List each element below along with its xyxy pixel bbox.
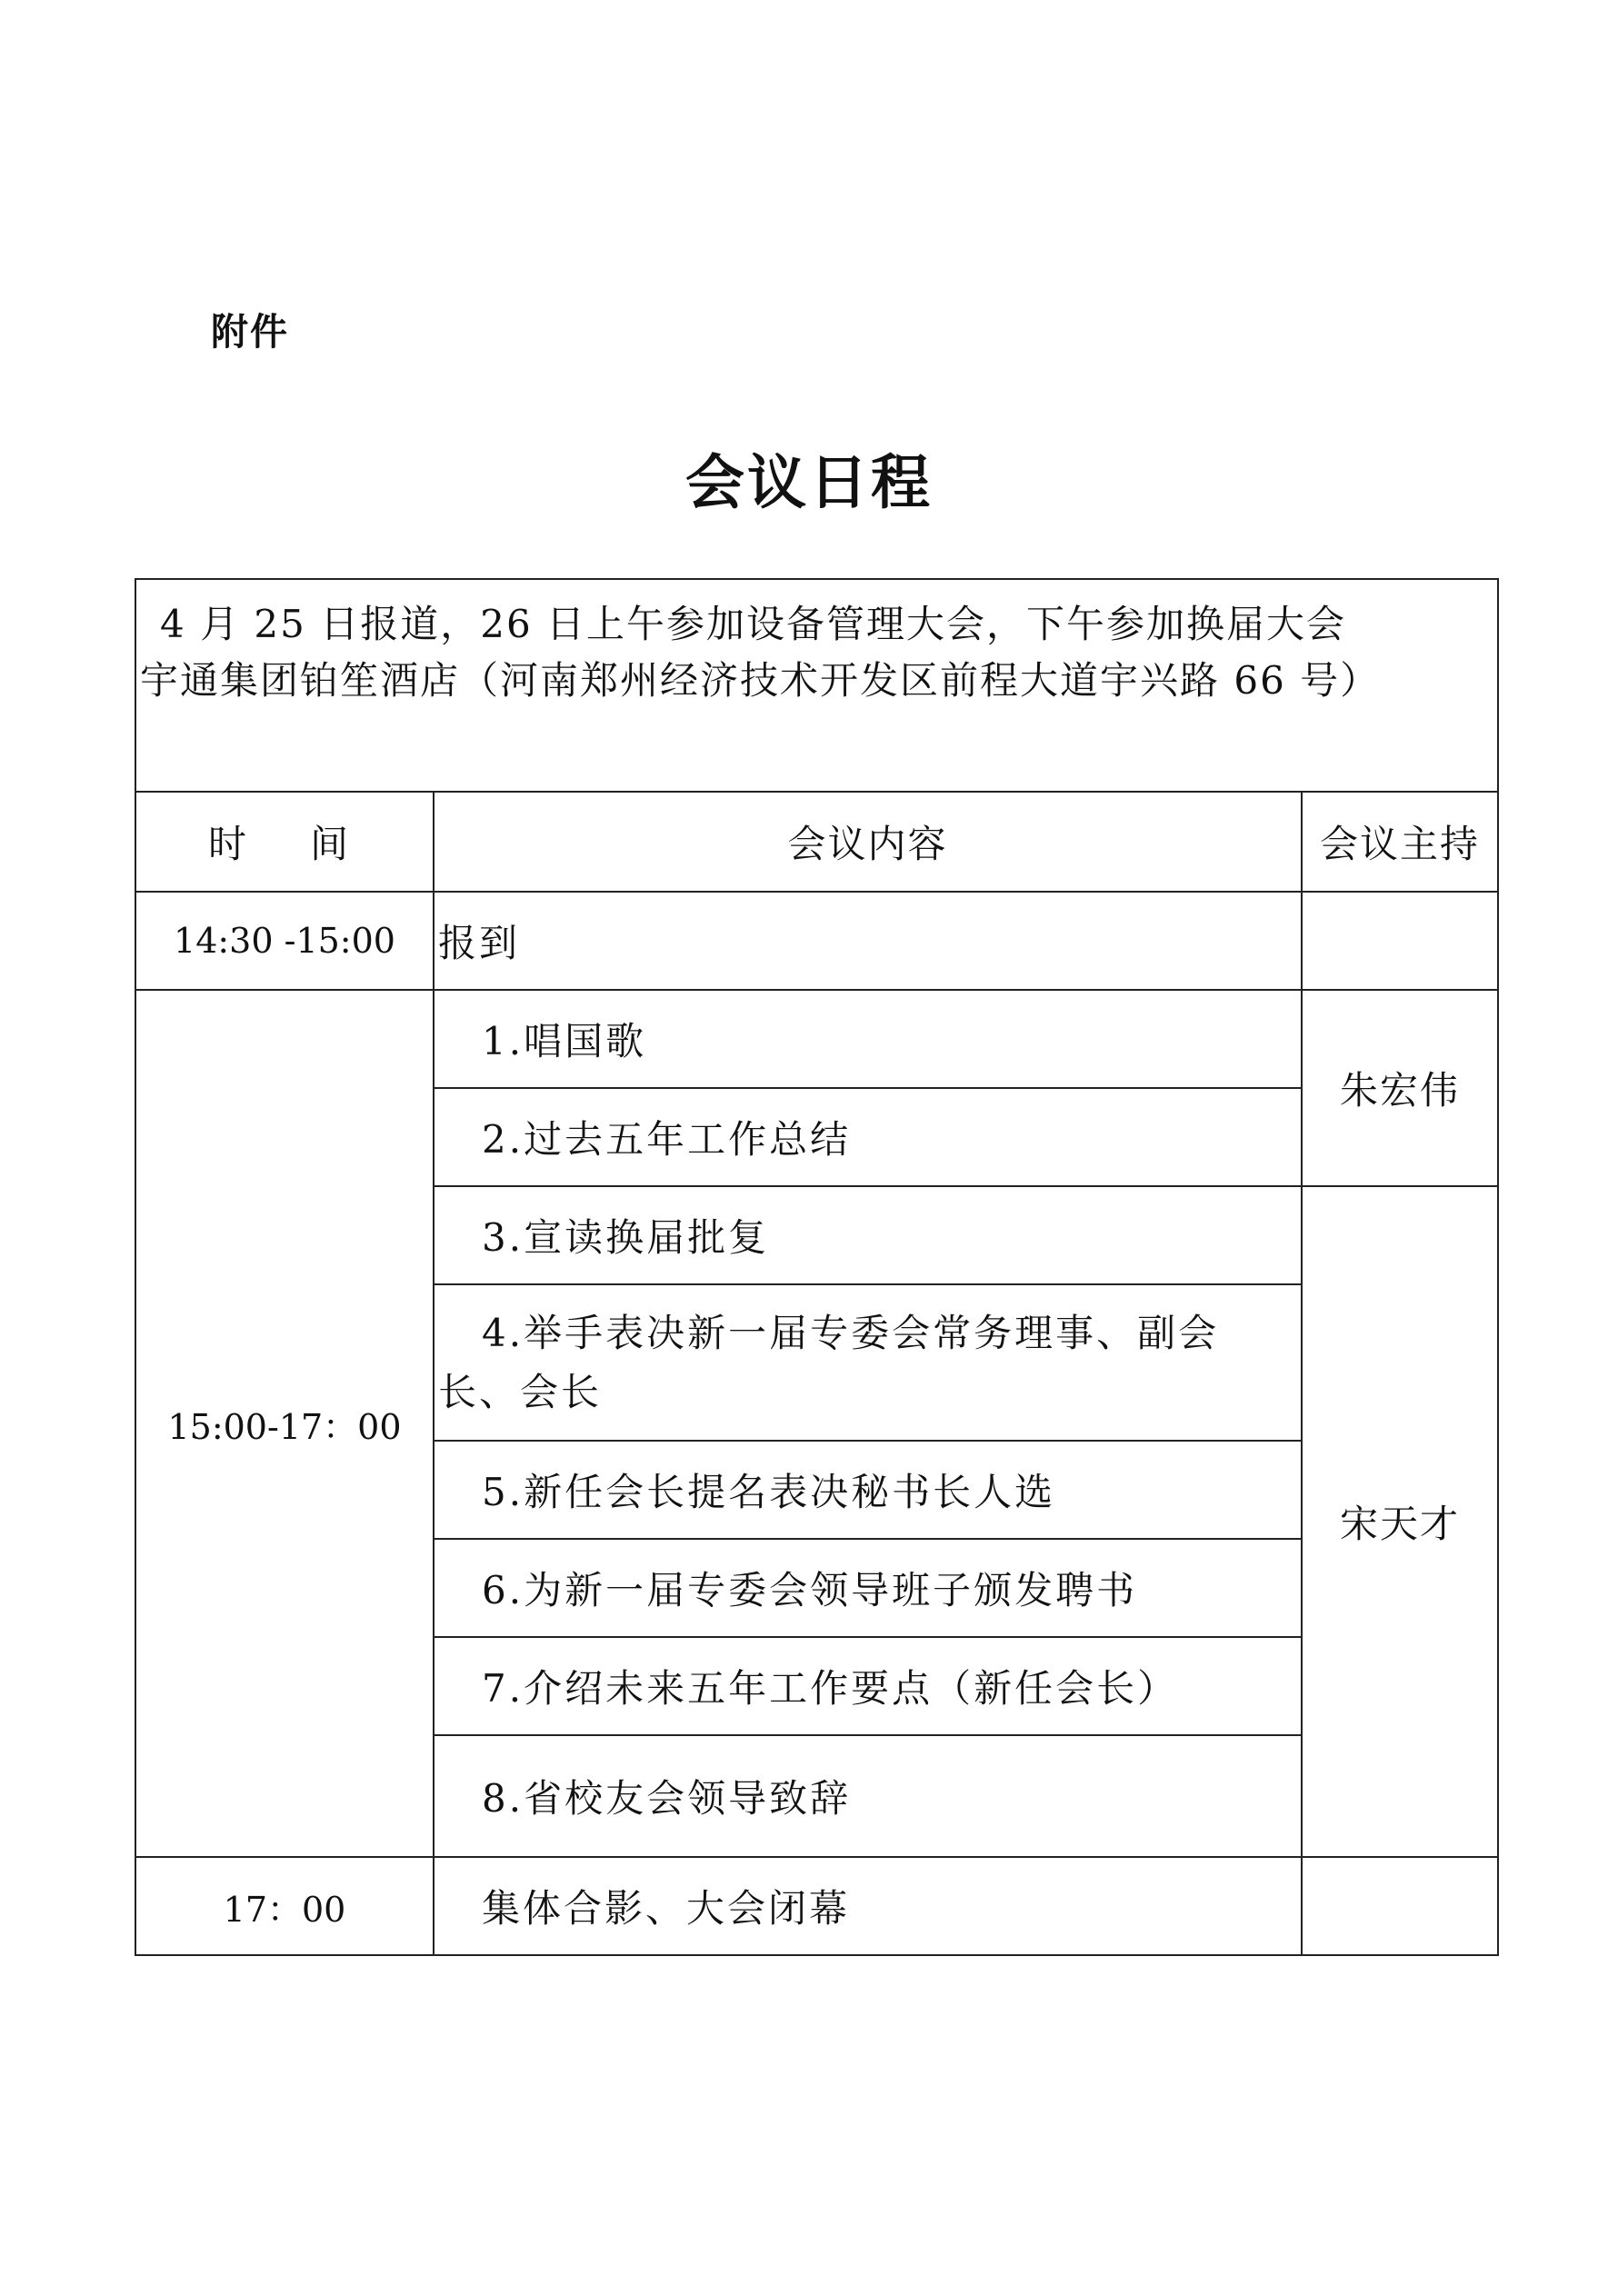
schedule-table bbox=[135, 578, 1499, 1956]
intro-row bbox=[135, 579, 1498, 792]
agenda-item: 3.宣读换届批复 bbox=[434, 1186, 1302, 1284]
agenda-item: 8.省校友会领导致辞 bbox=[434, 1735, 1302, 1857]
host-cell bbox=[1302, 892, 1498, 990]
attachment-label: 附件 bbox=[211, 310, 289, 354]
page-title: 会议日程 bbox=[684, 449, 933, 517]
content-cell: 报到 bbox=[434, 892, 1302, 990]
column-header-content: 会议内容 bbox=[434, 792, 1302, 892]
column-header-host: 会议主持 bbox=[1302, 792, 1498, 892]
time-cell: 14:30 -15:00 bbox=[135, 892, 434, 990]
time-cell: 15:00-17：00 bbox=[135, 990, 434, 1857]
agenda-item: 1.唱国歌 bbox=[434, 990, 1302, 1088]
agenda-item bbox=[434, 1284, 1302, 1441]
column-header-time: 时 间 bbox=[135, 792, 434, 892]
agenda-item-line-continued: 长、会长 bbox=[438, 1370, 603, 1414]
header-row bbox=[135, 792, 1498, 892]
agenda-item: 6.为新一届专委会领导班子颁发聘书 bbox=[434, 1539, 1302, 1637]
agenda-item: 5.新任会长提名表决秘书长人选 bbox=[434, 1441, 1302, 1539]
agenda-item-line: 4.举手表决新一届专委会常务理事、副会 bbox=[482, 1310, 1220, 1355]
intro-line-date: 4 月 25 日报道，26 日上午参加设备管理大会，下午参加换届大会 bbox=[160, 602, 1347, 646]
intro-cell bbox=[135, 579, 1498, 792]
table-row bbox=[135, 990, 1498, 1088]
table-row bbox=[135, 1857, 1498, 1955]
host-cell bbox=[1302, 1857, 1498, 1955]
host-cell: 朱宏伟 bbox=[1302, 990, 1498, 1186]
intro-line-venue: 宇通集团铂笙酒店（河南郑州经济技术开发区前程大道宇兴路 66 号） bbox=[140, 658, 1381, 704]
agenda-item: 2.过去五年工作总结 bbox=[434, 1088, 1302, 1186]
table-row bbox=[135, 892, 1498, 990]
time-cell: 17：00 bbox=[135, 1857, 434, 1955]
agenda-item: 7.介绍未来五年工作要点（新任会长） bbox=[434, 1637, 1302, 1735]
content-cell: 集体合影、大会闭幕 bbox=[434, 1857, 1302, 1955]
host-cell: 宋天才 bbox=[1302, 1186, 1498, 1857]
